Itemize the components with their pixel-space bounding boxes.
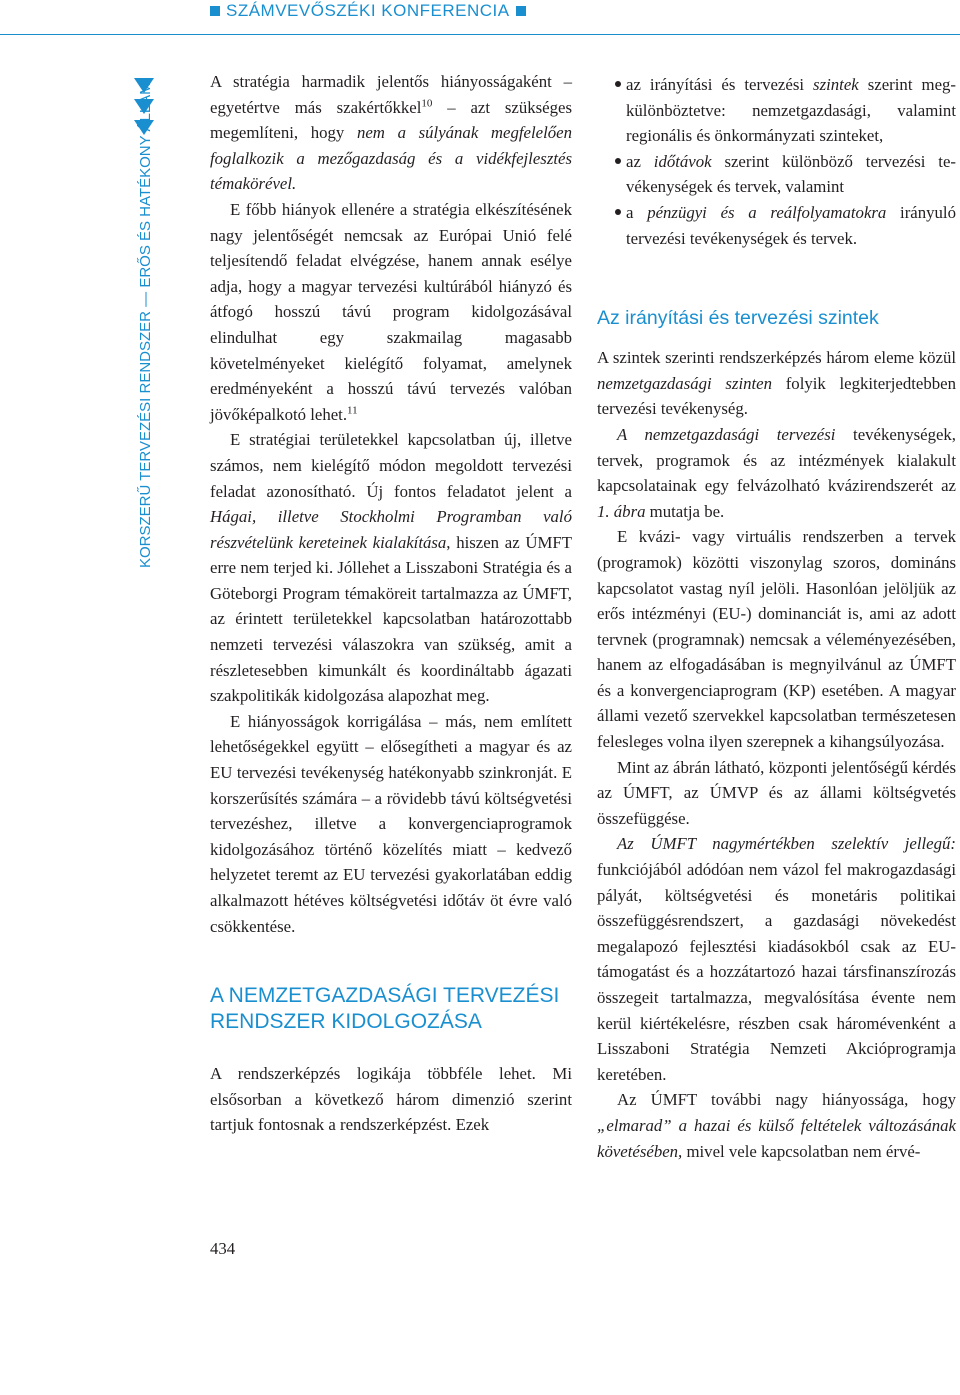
subsection-heading: Az irányítási és tervezési szintek (597, 307, 879, 330)
bullet-item: az időtávok szerint különböző tervezési tevékenységek és tervek, valamint (597, 149, 956, 200)
bullet-item: az irányítási és tervezési szintek szerint megkülönböztetve: nemzetgazdasági, valamint regionális és önkormányzati szinteket, (597, 72, 956, 149)
section-heading-line: RENDSZER KIDOLGOZÁSA (210, 1010, 482, 1034)
square-bullet-icon (516, 6, 526, 16)
paragraph: E stratégiai területekkel kapcsolatban új, illetve számos, nem kielégítő módon megoldott tervezési feladat azonosítható. Új fontos feladatot jelent a Hágai, illetve Stockholmi Programban való részvételünk kereteinek kialakítása, hiszen az ÚMFT erre nem terjed ki. Jóllehet a Lisszaboni Stratégia és a Göteborgi Program témaköreit tartalmazza az ÚMFT, az érintett területekkel kapcsolatban határozottabb nemzeti tervezési válaszokra van szükség, amit a részletesebben kimunkált és koordináltabb ágazati szakpolitikák kidolgozása alapozhat meg. (210, 430, 572, 706)
paragraph: Mint az ábrán látható, központi jelentőségű kérdés az ÚMFT, az ÚMVP és az állami költségvetés összefüggése. (597, 757, 956, 828)
conference-title: SZÁMVEVŐSZÉKI KONFERENCIA (226, 1, 510, 20)
page-number: 434 (210, 1239, 236, 1258)
paragraph: Az ÚMFT további nagy hiányossága, hogy „elmarad” a hazai és külső feltételek változásának követésében, mivel vele kapcsolatban nem érvé- (597, 1090, 956, 1161)
left-column (210, 69, 572, 1138)
paragraph: E főbb hiányok ellenére a stratégia elkészítésének nagy jelentőségét nemcsak az Európai Unió felé teljesítendő feladat elvégzése, hanem annak esélye adja, hogy a magyar tervezési kultúrából hiányzó és átfogó hosszú távú program kidolgozásával elindulhat egy szakmailag magasabb követelményeket kielégítő folyamat, amelynek eredményeként a hosszú távú tervezés valóban jövőképalkotó lehet.$^{11}$ (210, 199, 572, 424)
side-section-label: KORSZERŰ TERVEZÉSI RENDSZER — ERŐS ÉS HATÉKONY ÁLLAM (137, 82, 154, 568)
square-bullet-icon (210, 6, 220, 16)
right-column (597, 72, 956, 1164)
paragraph: Az ÚMFT nagymértékben szelektív jellegű: funkciójából adódóan nem vázol fel makrogazdasági pályát, költségvetési és monetáris politikai összefüggésrendszert, a gazdasági növekedést megalapozó fejlesztési kiadásokból csak az EU-támogatást és a hozzátartozó hazai társfinanszírozás összegeit tartalmazza, megvalósítása évente nem kerül kiértékelésre, részben csak háromévenként a Lisszaboni Stratégia Nemzeti Akcióprogramja keretében. (597, 834, 956, 1084)
paragraph: A nemzetgazdasági tervezési tevékenységek, tervek, programok és az intézmények kialakult kapcsolatainak egy felvázolható kvázirendszerét az 1. ábra mutatja be. (597, 424, 957, 521)
paragraph: E hiányosságok korrigálása – más, nem említett lehetőségekkel együtt – elősegítheti a magyar és az EU tervezési tevékenység hatékonyabb szinkronját. E korszerűsítés számára – a rövidebb távú költségvetési tervezéshez, illetve a konvergenciaprogramok kidolgozásához történő közelítés miatt – kedvező helyzetet teremt az EU tervezési gyakorlatában eddig alkalmazott hétéves költségvetési időtáv öt évre való csökkentése. (210, 711, 572, 936)
bullet-dot-icon (615, 158, 621, 164)
bullet-item: a pénzügyi és a reálfolyamatokra irányuló tervezési tevékenységek és tervek. (597, 200, 956, 251)
paragraph: A szintek szerinti rendszerképzés három eleme közül nemzetgazdasági szinten folyik legkiterjedtebben tervezési tevékenység. (597, 348, 956, 419)
running-header (0, 0, 526, 22)
paragraph: A rendszerképzés logikája többféle lehet. Mi elsősorban a következő három dimenzió szerint tartjuk fontosnak a rendszerképzést. Ezek (210, 1064, 572, 1135)
paragraph: E kvázi- vagy virtuális rendszerben a tervek (programok) közötti viszonylag szoros, domináns kapcsolatot vastag nyíl jelöli. Hasonlóan jelöljük az erős intézményi (EU-) dominanciát is, ami az adott tervnek (programnak) nemcsak a véleményezésében, hanem az elfogadásában is megnyilvánul az ÚMFT és a konvergenciaprogram (KP) esetében. A magyar állami vezető szervekkel kapcsolatban természetesen felesleges volna ilyen szerepnek a kihangsúlyozása. (597, 527, 956, 752)
bullet-list (597, 72, 956, 251)
header-rule (0, 34, 960, 35)
bullet-dot-icon (615, 81, 621, 87)
bullet-dot-icon (615, 209, 621, 215)
section-heading-line: A NEMZETGAZDASÁGI TERVEZÉSI (210, 984, 560, 1008)
paragraph: A stratégia harmadik jelentős hiányosságaként – egyetértve más szakértőkkel$^{10}$ – azt szükséges megemlíteni, hogy nem a súlyának megfelelően foglalkozik a mezőgazdaság és a vidékfejlesztés témakörével. (210, 72, 572, 194)
section-heading (210, 983, 572, 1035)
